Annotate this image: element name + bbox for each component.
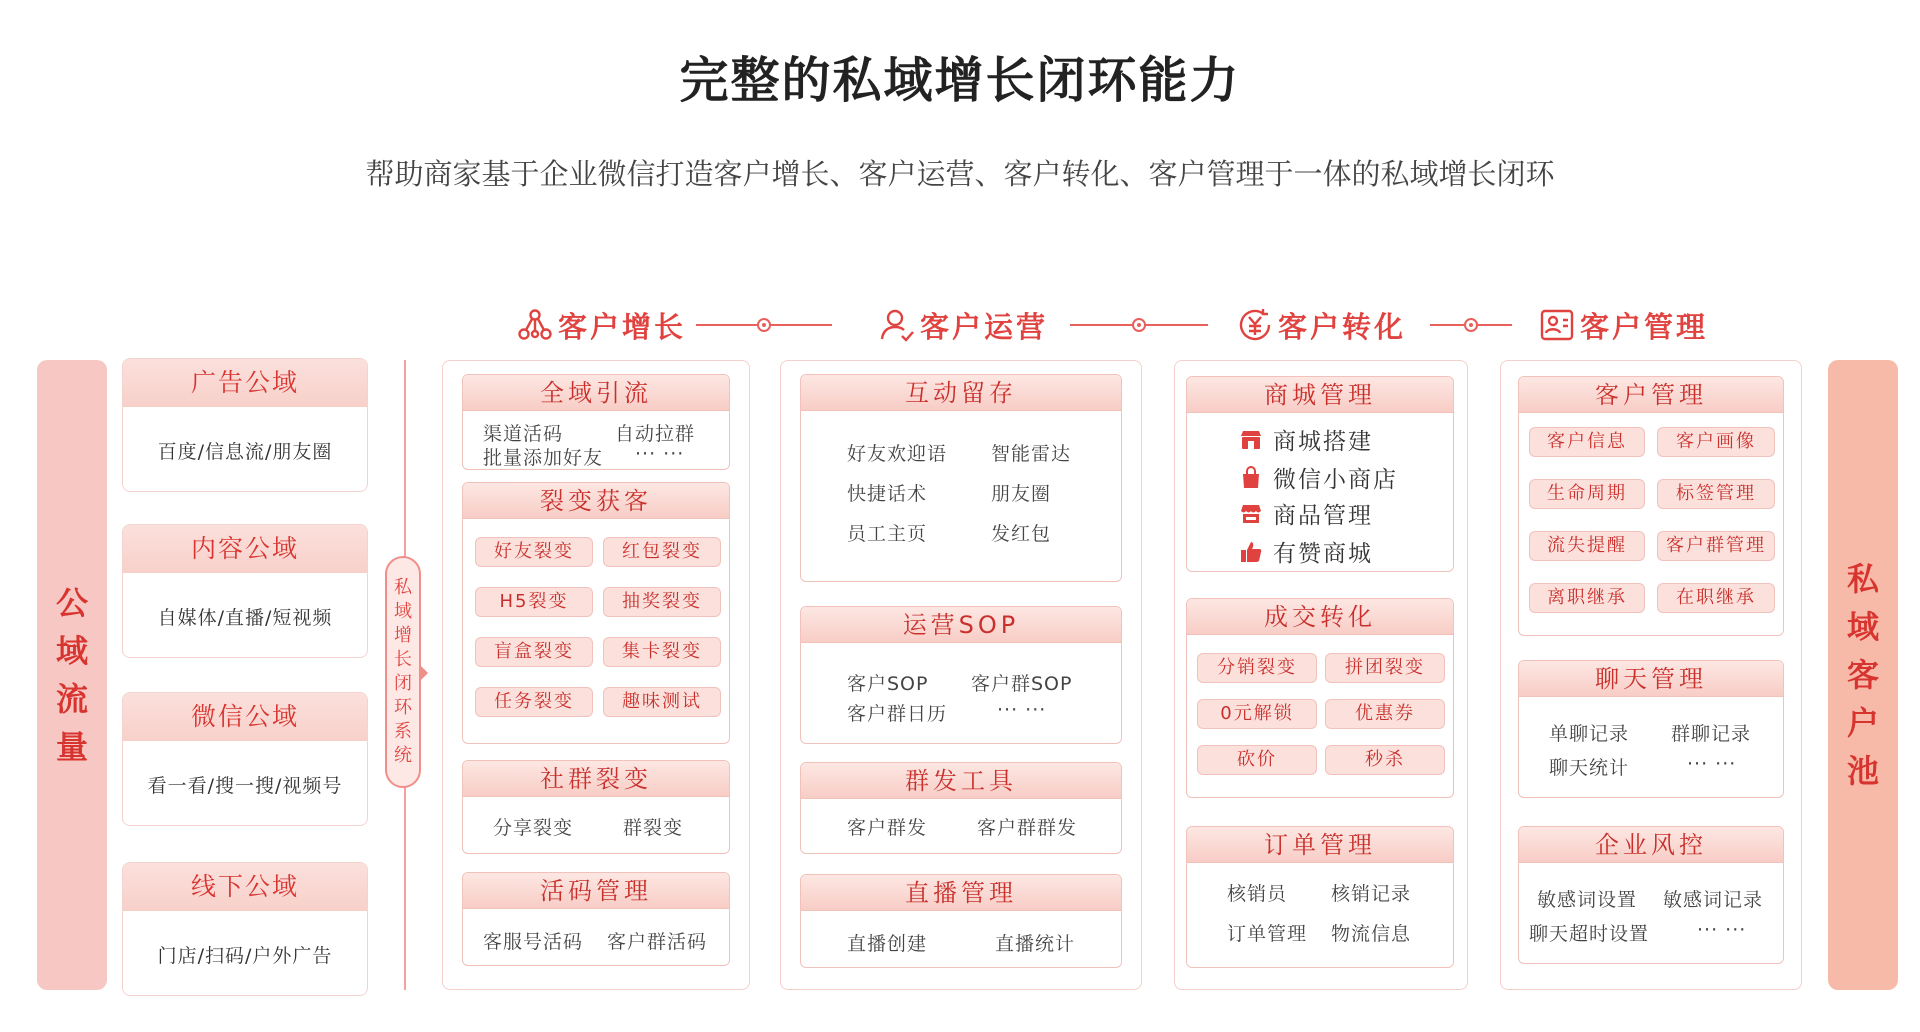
mall-item [1239,461,1398,494]
sop-card [800,606,1122,744]
feature-item: 朋友圈 [991,483,1052,505]
phase-label: 客户转化 [1278,309,1407,344]
thumbs-up-icon [1239,540,1263,564]
mall-item [1239,497,1373,530]
feature-item: 批量添加好友 [483,447,604,469]
id-card-icon [1538,306,1576,344]
mall-item-label: 商城搭建 [1273,429,1373,455]
live-code-card [462,872,730,966]
feature-item: 聊天统计 [1549,757,1630,779]
feature-pill: 秒杀 [1325,745,1445,775]
card-title: 裂变获客 [463,483,729,519]
sidebar-char: 量 [55,728,88,766]
feature-item: 客户群日历 [847,703,948,725]
feature-item: 智能雷达 [991,443,1072,465]
mall-card [1186,376,1454,572]
card-title: 社群裂变 [463,761,729,797]
order-management-card [1186,826,1454,968]
feature-item: 群裂变 [623,817,684,839]
public-domain-desc: 门店/扫码/户外广告 [157,945,333,967]
feature-item: 客户群发 [847,817,928,839]
feature-pill: 砍价 [1197,745,1317,775]
public-domain-title: 微信公域 [123,693,367,741]
public-domain-card [122,524,368,658]
feature-pill: 流失提醒 [1529,531,1645,561]
card-title: 群发工具 [801,763,1121,799]
sidebar-char: 域 [1846,608,1879,646]
phase-customer-growth [516,303,686,347]
yuan-cycle-icon [1236,306,1274,344]
interaction-card [800,374,1122,582]
fission-card [462,482,730,744]
feature-pill: 生命周期 [1529,479,1645,509]
badge-char: 系 [394,721,412,742]
feature-pill: 0元解锁 [1197,699,1317,729]
feature-pill: 盲盒裂变 [475,637,593,667]
public-domain-title: 内容公域 [123,525,367,573]
card-title: 聊天管理 [1519,661,1783,697]
feature-item: ··· ··· [1697,919,1747,941]
feature-pill: 客户群管理 [1657,531,1775,561]
feature-pill: 好友裂变 [475,537,593,567]
group-fission-card [462,760,730,854]
feature-pill: 红包裂变 [603,537,721,567]
badge-char: 长 [394,649,412,670]
public-domain-card [122,358,368,492]
feature-pill: 优惠券 [1325,699,1445,729]
feature-item: 员工主页 [847,523,928,545]
card-title: 商城管理 [1187,377,1453,413]
feature-item: 直播创建 [847,933,928,955]
feature-item: ··· ··· [997,699,1047,721]
feature-item: 订单管理 [1227,923,1308,945]
feature-pill: 抽奖裂变 [603,587,721,617]
public-domain-desc: 看一看/搜一搜/视频号 [147,775,343,797]
private-growth-system-badge [385,556,421,788]
sidebar-char: 池 [1846,752,1879,790]
deal-conversion-card [1186,598,1454,798]
public-domain-card [122,862,368,996]
card-title: 订单管理 [1187,827,1453,863]
feature-item: 客户群SOP [971,673,1073,695]
live-stream-card [800,874,1122,968]
phase-customer-management [1538,303,1708,347]
feature-pill: 在职继承 [1657,583,1775,613]
feature-item: 核销记录 [1331,883,1412,905]
feature-item: 客户群活码 [607,931,708,953]
badge-char: 增 [394,625,412,646]
feature-pill: 标签管理 [1657,479,1775,509]
card-title: 企业风控 [1519,827,1783,863]
feature-item: 分享裂变 [493,817,574,839]
phase-connector [1070,318,1208,332]
phase-label: 客户管理 [1580,309,1709,344]
feature-item: ··· ··· [1687,753,1737,775]
feature-pill: H5裂变 [475,587,593,617]
mall-item-label: 有赞商城 [1273,541,1373,567]
feature-item: 客服号活码 [483,931,584,953]
sidebar-char: 私 [1846,560,1879,598]
card-title: 成交转化 [1187,599,1453,635]
card-title: 客户管理 [1519,377,1783,413]
feature-item: 敏感词记录 [1663,889,1764,911]
card-title: 活码管理 [463,873,729,909]
feature-item: 核销员 [1227,883,1288,905]
feature-pill: 集卡裂变 [603,637,721,667]
public-domain-title: 线下公域 [123,863,367,911]
feature-pill: 趣味测试 [603,687,721,717]
chat-management-card [1518,660,1784,798]
store-icon [1239,428,1263,452]
card-title: 互动留存 [801,375,1121,411]
phase-label: 客户增长 [558,309,687,344]
page-title: 完整的私域增长闭环能力 [679,52,1241,109]
sidebar-char: 公 [55,584,88,622]
feature-item: ··· ··· [635,443,685,465]
feature-pill: 分销裂变 [1197,653,1317,683]
risk-control-card [1518,826,1784,964]
feature-item: 快捷话术 [847,483,928,505]
public-domain-desc: 百度/信息流/朋友圈 [157,441,333,463]
feature-pill: 离职继承 [1529,583,1645,613]
sidebar-char: 流 [55,680,88,718]
card-title: 运营SOP [801,607,1121,643]
sidebar-char: 户 [1846,704,1879,742]
private-customer-pool-sidebar [1828,360,1898,990]
phase-connector [696,318,832,332]
feature-item: 客户SOP [847,673,929,695]
feature-item: 客户群群发 [977,817,1078,839]
feature-item: 发红包 [991,523,1052,545]
badge-char: 统 [394,745,412,766]
mall-item [1239,423,1373,456]
public-domain-desc: 自媒体/直播/短视频 [157,607,333,629]
phase-customer-conversion [1236,303,1406,347]
feature-item: 群聊记录 [1671,723,1752,745]
user-icon [878,306,916,344]
shop-front-icon [1239,502,1263,526]
feature-pill: 拼团裂变 [1325,653,1445,683]
card-title: 全域引流 [463,375,729,411]
phase-label: 客户运营 [920,309,1049,344]
customer-management-card [1518,376,1784,636]
phase-customer-operation [878,303,1048,347]
feature-item: 敏感词设置 [1537,889,1638,911]
all-domain-card [462,374,730,470]
feature-item: 直播统计 [995,933,1076,955]
feature-item: 自动拉群 [615,423,696,445]
page-subtitle: 帮助商家基于企业微信打造客户增长、客户运营、客户转化、客户管理于一体的私域增长闭环 [365,157,1555,191]
feature-item: 渠道活码 [483,423,564,445]
feature-item: 聊天超时设置 [1529,923,1650,945]
shopping-bag-icon [1239,466,1263,490]
share-network-icon [516,306,554,344]
public-domain-card [122,692,368,826]
feature-item: 单聊记录 [1549,723,1630,745]
public-domain-title: 广告公域 [123,359,367,407]
feature-item: 好友欢迎语 [847,443,948,465]
sidebar-char: 客 [1846,656,1879,694]
badge-char: 环 [394,697,412,718]
card-title: 直播管理 [801,875,1121,911]
public-traffic-sidebar [37,360,107,990]
badge-char: 域 [394,601,412,622]
feature-item: 物流信息 [1331,923,1412,945]
mall-item [1239,535,1373,568]
feature-pill: 任务裂变 [475,687,593,717]
mall-item-label: 微信小商店 [1273,467,1398,493]
feature-pill: 客户信息 [1529,427,1645,457]
phase-connector [1430,318,1512,332]
feature-pill: 客户画像 [1657,427,1775,457]
badge-char: 闭 [394,673,412,694]
mass-send-card [800,762,1122,854]
badge-char: 私 [394,577,412,598]
sidebar-char: 域 [55,632,88,670]
mall-item-label: 商品管理 [1273,503,1373,529]
